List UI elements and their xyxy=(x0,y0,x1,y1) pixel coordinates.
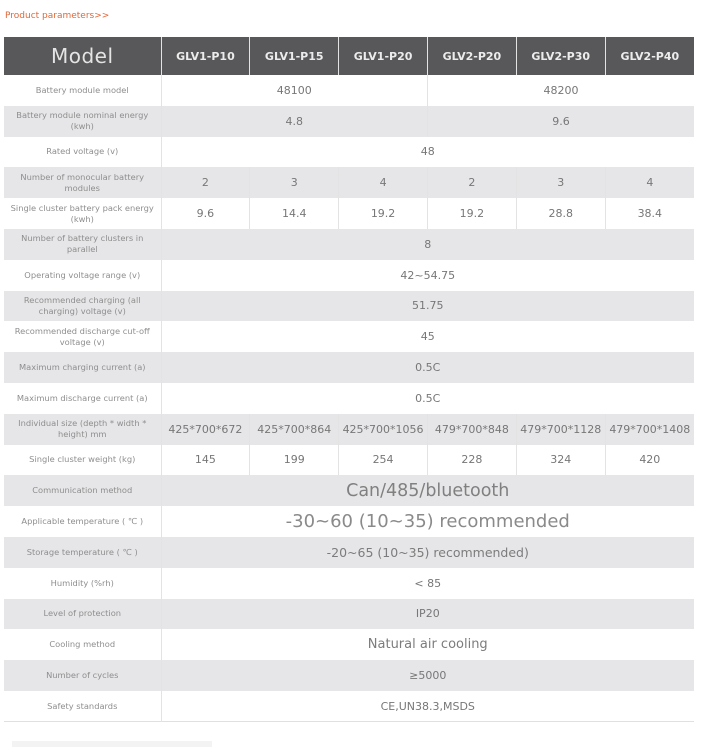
cell-value: 420 xyxy=(639,453,661,467)
cell-value: 42~54.75 xyxy=(400,268,456,282)
cell-value: 8 xyxy=(424,237,432,251)
model-column-header: GLV1-P20 xyxy=(339,37,428,75)
cell-value: 199 xyxy=(250,445,339,476)
cell-value: 425*700*864 xyxy=(250,414,339,445)
cell-value: 0.5C xyxy=(415,361,441,375)
cell-value: 324 xyxy=(516,445,605,476)
table-row xyxy=(4,321,694,352)
cell-value: 45 xyxy=(420,330,435,344)
row-label: Individual size (depth * width * height) mm xyxy=(4,414,161,445)
model-column-header: GLV1-P10 xyxy=(161,37,250,75)
table-row xyxy=(4,660,694,691)
cell-value: 2 xyxy=(427,167,516,198)
cell-value: 9.6 xyxy=(552,114,570,128)
model-column-header: GLV2-P20 xyxy=(427,37,516,75)
cell-value: 28.8 xyxy=(516,198,605,229)
row-label: Maximum charging current (a) xyxy=(4,352,161,383)
row-label: Maximum discharge current (a) xyxy=(4,383,161,414)
cell-value: Can/485/bluetooth xyxy=(346,480,510,501)
cell-value: 9.6 xyxy=(161,198,250,229)
cell-value: 145 xyxy=(161,445,250,476)
table-row xyxy=(4,691,694,722)
table-row xyxy=(4,445,694,476)
cell-value: 38.4 xyxy=(637,207,663,221)
row-label: Humidity (%rh) xyxy=(4,568,161,599)
row-label: Safety standards xyxy=(4,691,161,722)
table-row xyxy=(4,568,694,599)
table-row xyxy=(4,352,694,383)
row-label: Single cluster battery pack energy (kwh) xyxy=(4,198,161,229)
cell-value: < 85 xyxy=(414,576,442,590)
table-header-row xyxy=(4,37,694,75)
row-label: Battery module model xyxy=(4,75,161,106)
row-label: Recommended discharge cut-off voltage (v) xyxy=(4,321,161,352)
cell-value: 425*700*672 xyxy=(161,414,250,445)
product-parameters-table xyxy=(4,37,694,722)
cell-value: 48 xyxy=(420,145,435,159)
cell-value: 3 xyxy=(250,167,339,198)
cell-value: ≥5000 xyxy=(409,669,447,683)
table-row xyxy=(4,383,694,414)
row-label: Number of monocular battery modules xyxy=(4,167,161,198)
table-row xyxy=(4,167,694,198)
cell-value: 254 xyxy=(339,445,428,476)
cell-value: 4.8 xyxy=(161,106,427,137)
row-label: Operating voltage range (v) xyxy=(4,260,161,291)
cell-value: 0.5C xyxy=(415,391,441,405)
cell-value: Natural air cooling xyxy=(367,637,488,653)
model-column-header: GLV2-P30 xyxy=(516,37,605,75)
table-row xyxy=(4,198,694,229)
breadcrumb[interactable]: Product parameters>> xyxy=(5,11,110,21)
model-column-header: GLV2-P40 xyxy=(605,37,694,75)
row-label: Recommended charging (all charging) voltage (v) xyxy=(4,291,161,322)
cell-value: 479*700*848 xyxy=(427,414,516,445)
table-row xyxy=(4,599,694,630)
cell-value: -30~60 (10~35) recommended xyxy=(285,511,570,533)
table-row xyxy=(4,229,694,260)
cell-value: CE,UN38.3,MSDS xyxy=(380,699,475,713)
model-column-header: GLV1-P15 xyxy=(250,37,339,75)
cell-value: IP20 xyxy=(415,607,440,621)
cell-value: 2 xyxy=(161,167,250,198)
cell-value: 19.2 xyxy=(427,198,516,229)
row-label: Cooling method xyxy=(4,629,161,660)
table-row xyxy=(4,260,694,291)
table-row xyxy=(4,629,694,660)
row-label: Number of cycles xyxy=(4,660,161,691)
cell-value: 51.75 xyxy=(412,299,444,313)
row-label: Storage temperature ( ℃ ) xyxy=(4,537,161,568)
table-row xyxy=(4,75,694,106)
cell-value: 3 xyxy=(516,167,605,198)
row-label: Applicable temperature ( ℃ ) xyxy=(4,506,161,537)
cell-value: 228 xyxy=(427,445,516,476)
row-label: Battery module nominal energy (kwh) xyxy=(4,106,161,137)
cell-value: 14.4 xyxy=(250,198,339,229)
model-header: Model xyxy=(4,37,161,75)
cell-value: 479*700*1128 xyxy=(516,414,605,445)
table-row xyxy=(4,137,694,168)
table-row xyxy=(4,106,694,137)
table-row xyxy=(4,291,694,322)
cell-value: 48200 xyxy=(543,83,579,97)
table-row xyxy=(4,414,694,445)
row-label: Level of protection xyxy=(4,599,161,630)
table-row xyxy=(4,475,694,506)
row-label: Single cluster weight (kg) xyxy=(4,445,161,476)
table-row xyxy=(4,537,694,568)
cell-value: 4 xyxy=(646,176,654,190)
cell-value: 48100 xyxy=(161,75,427,106)
cell-value: -20~65 (10~35) recommended) xyxy=(326,544,529,560)
table-row xyxy=(4,506,694,537)
faint-footer-artifact xyxy=(12,741,212,747)
cell-value: 479*700*1408 xyxy=(609,422,691,436)
cell-value: 4 xyxy=(339,167,428,198)
cell-value: 19.2 xyxy=(339,198,428,229)
row-label: Communication method xyxy=(4,475,161,506)
row-label: Rated voltage (v) xyxy=(4,137,161,168)
row-label: Number of battery clusters in parallel xyxy=(4,229,161,260)
cell-value: 425*700*1056 xyxy=(339,414,428,445)
